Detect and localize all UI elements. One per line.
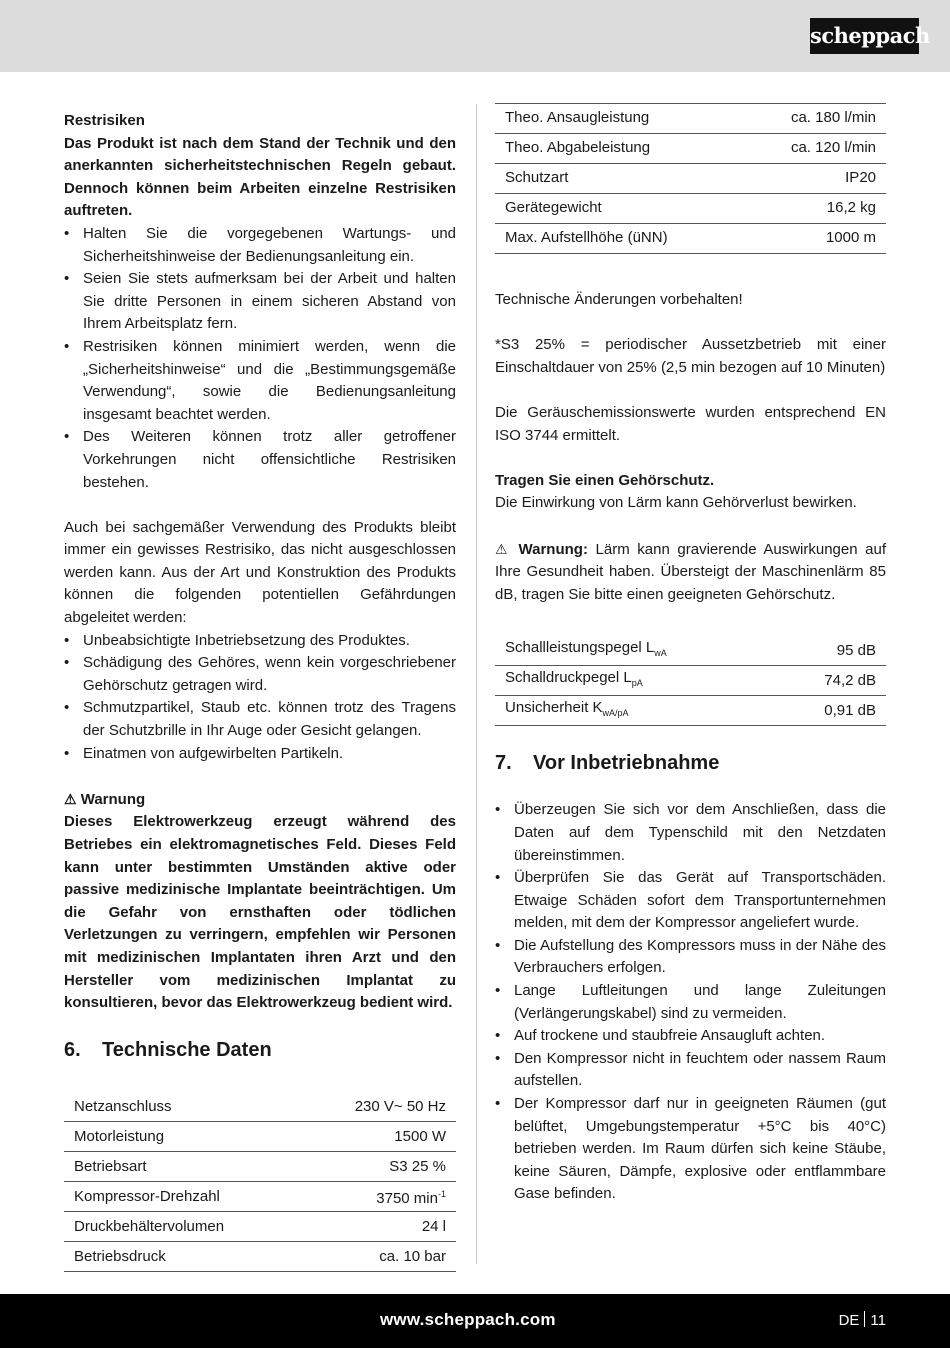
list-item: • Des Weiteren können trotz aller getroffener Vorkehrungen nicht offensichtliche Restrisiken bestehen. xyxy=(64,426,456,494)
noise-label-sub: wA xyxy=(654,648,667,659)
list-item: • Restrisiken können minimiert werden, wenn die „Sicherheitshinweise“ und die „Bestimmungsgemäße Verwendung“, sowie die Bedienungsanleitung insgesamt beachtet werden. xyxy=(64,336,456,426)
spec-label: Kompressor-Drehzahl xyxy=(64,1182,301,1212)
scheppach-logo: scheppach xyxy=(810,18,919,54)
spec-label: Druckbehältervolumen xyxy=(64,1212,301,1242)
table-row xyxy=(64,1122,456,1152)
section-number: 7. xyxy=(495,752,512,775)
language-code: DE xyxy=(838,1312,860,1329)
header-bar xyxy=(0,0,950,72)
list-item: • Schmutzpartikel, Staub etc. können trotz des Tragens der Schutzbrille in Ihr Auge oder Gesicht gelangen. xyxy=(64,697,456,742)
table-row xyxy=(495,666,886,696)
vor-inbetriebnahme-list xyxy=(495,799,886,1206)
spec-label: Max. Aufstellhöhe (üNN) xyxy=(495,224,743,254)
s3-note: *S3 25% = periodischer Aussetzbetrieb mit einer Einschaltdauer von 25% (2,5 min bezogen auf 10 Minuten) xyxy=(495,336,886,376)
table-row xyxy=(64,1212,456,1242)
spec-value: ca. 180 l/min xyxy=(743,104,886,134)
list-item: • Überprüfen Sie das Gerät auf Transportschäden. Etwaige Schäden sofort dem Transportunternehmen melden, mit dem der Kompressor angeliefert wurde. xyxy=(495,867,886,935)
spec-value: IP20 xyxy=(743,164,886,194)
list-item: • Lange Luftleitungen und lange Zuleitungen (Verlängerungskabel) sind zu vermeiden. xyxy=(495,980,886,1025)
noise-value: 0,91 dB xyxy=(775,696,886,726)
list-item: • Den Kompressor nicht in feuchtem oder nassem Raum aufstellen. xyxy=(495,1048,886,1093)
noise-warning xyxy=(495,538,886,607)
spec-label: Betriebsart xyxy=(64,1152,301,1182)
section-number: 6. xyxy=(64,1039,81,1062)
table-row xyxy=(495,224,886,254)
changes-note: Technische Änderungen vorbehalten! xyxy=(495,291,743,308)
list-item: • Einatmen von aufgewirbelten Partikeln. xyxy=(64,743,456,766)
spec-label: Betriebsdruck xyxy=(64,1242,301,1272)
spec-label: Theo. Ansaugleistung xyxy=(495,104,743,134)
list-item: • Überzeugen Sie sich vor dem Anschließen, dass die Daten auf dem Typenschild mit den Netzdaten übereinstimmen. xyxy=(495,799,886,867)
table-row xyxy=(64,1152,456,1182)
warning-heading xyxy=(64,788,456,812)
noise-label-text: Schalldruckpegel L xyxy=(505,669,632,687)
noise-label-sub: pA xyxy=(631,678,643,689)
list-item: • Schädigung des Gehöres, wenn kein vorgeschriebener Gehörschutz getragen wird. xyxy=(64,652,456,697)
noise-value: 95 dB xyxy=(775,636,886,666)
spec-value: 230 V~ 50 Hz xyxy=(301,1092,456,1122)
spec-label: Motorleistung xyxy=(64,1122,301,1152)
table-row xyxy=(495,134,886,164)
warning-title: Warnung xyxy=(80,790,146,808)
section-heading-7 xyxy=(495,750,886,776)
spec-value: 16,2 kg xyxy=(743,194,886,224)
hearing-protection-text: Die Einwirkung von Lärm kann Gehörverlust bewirken. xyxy=(495,494,857,512)
spec-value: 24 l xyxy=(301,1212,456,1242)
spec-value: ca. 10 bar xyxy=(301,1242,456,1272)
section-title: Technische Daten xyxy=(102,1039,272,1062)
footer-bar xyxy=(0,1294,950,1348)
noise-value: 74,2 dB xyxy=(775,666,886,696)
restrisiken-list xyxy=(64,223,456,494)
section-title: Vor Inbetriebnahme xyxy=(533,752,720,775)
spec-label: Schutzart xyxy=(495,164,743,194)
spec-label: Gerätegewicht xyxy=(495,194,743,224)
noise-label-sub: wA/pA xyxy=(602,708,629,719)
page-indicator xyxy=(839,1310,886,1333)
table-row xyxy=(495,164,886,194)
noise-label xyxy=(495,636,775,666)
column-divider xyxy=(476,104,477,1264)
noise-label-text: Schallleistungspegel L xyxy=(505,639,655,657)
warning-triangle-icon: ⚠ xyxy=(64,790,77,807)
spec-table xyxy=(64,1092,456,1272)
table-row xyxy=(495,194,886,224)
restrisiken-title: Restrisiken xyxy=(64,112,145,129)
right-column xyxy=(495,103,886,1206)
list-item: • Der Kompressor darf nur in geeigneten Räumen (gut belüftet, Umgebungstemperatur +5°C bis 40°C) betrieben werden. Im Raum dürfen sich keine Stäube, keine Säuren, Dämpfe, explosive oder entflammbare Gase befinden. xyxy=(495,1093,886,1206)
noise-emission-note: Die Geräuschemissionswerte wurden entsprechend EN ISO 3744 ermittelt. xyxy=(495,403,886,444)
table-row xyxy=(64,1092,456,1122)
list-item: • Halten Sie die vorgegebenen Wartungs- und Sicherheitshinweise der Bedienungsanleitung ein. xyxy=(64,223,456,268)
noise-label-text: Unsicherheit K xyxy=(505,699,603,717)
list-item: • Seien Sie stets aufmerksam bei der Arbeit und halten Sie dritte Personen in einem sicheren Abstand von Ihrem Arbeitsplatz fern. xyxy=(64,268,456,336)
spec-value-text: 3750 min xyxy=(376,1190,438,1208)
list-item: • Unbeabsichtigte Inbetriebsetzung des Produktes. xyxy=(64,630,456,653)
warning-triangle-icon: ⚠ xyxy=(495,540,511,557)
noise-label xyxy=(495,666,775,696)
restrisiken-intro: Das Produkt ist nach dem Stand der Technik und den anerkannten sicherheitstechnischen Regeln gebaut. Dennoch können beim Arbeiten einzelne Restrisiken auftreten. xyxy=(64,134,456,220)
spec-value: 1000 m xyxy=(743,224,886,254)
table-row xyxy=(64,1182,456,1212)
spec-value: S3 25 % xyxy=(301,1152,456,1182)
spec-table-continued xyxy=(495,103,886,254)
table-row xyxy=(495,104,886,134)
website-link[interactable]: www.scheppach.com xyxy=(380,1310,556,1329)
spec-value xyxy=(301,1182,456,1212)
warning-body: Lärm kann gravierende Auswirkungen auf Ihre Gesundheit haben. Übersteigt der Maschinenlärm 85 dB, tragen Sie bitte einen geeigneten Gehörschutz. xyxy=(495,540,886,603)
sachgemaess-paragraph: Auch bei sachgemäßer Verwendung des Produkts bleibt immer ein gewisses Restrisiko, das nicht ausgeschlossen werden kann. Aus der Art und Konstruktion des Produkts können die folgenden potentiellen Gefährdungen abgeleitet werden: xyxy=(64,518,456,627)
page-number: 11 xyxy=(870,1312,886,1329)
noise-table xyxy=(495,636,886,726)
hearing-protection-title: Tragen Sie einen Gehörschutz. xyxy=(495,471,715,489)
warning-text: Dieses Elektrowerkzeug erzeugt während des Betriebes ein elektromagnetisches Feld. Dieses Feld kann unter bestimmten Umständen aktive oder passive medizinische Implantate beeinträchtigen. Um die Gefahr von ernsthaften oder tödlichen Verletzungen zu verringern, empfehlen wir Personen mit medizinischen Implantaten ihren Arzt und den Hersteller vom medizinischen Implantat zu konsultieren, bevor das Elektrowerkzeug bedient wird. xyxy=(64,813,456,1012)
table-row xyxy=(495,696,886,726)
table-row xyxy=(64,1242,456,1272)
section-heading-6 xyxy=(64,1037,456,1063)
spec-label: Theo. Abgabeleistung xyxy=(495,134,743,164)
spec-value: 1500 W xyxy=(301,1122,456,1152)
gefahr-list xyxy=(64,630,456,766)
warning-label: Warnung: xyxy=(518,540,588,558)
table-row xyxy=(495,636,886,666)
list-item: • Auf trockene und staubfreie Ansaugluft achten. xyxy=(495,1025,886,1048)
list-item: • Die Aufstellung des Kompressors muss in der Nähe des Verbrauchers erfolgen. xyxy=(495,935,886,980)
spec-value-sup: -1 xyxy=(437,1189,446,1200)
spec-label: Netzanschluss xyxy=(64,1092,301,1122)
left-column xyxy=(64,110,456,1272)
spec-value: ca. 120 l/min xyxy=(743,134,886,164)
noise-label xyxy=(495,696,775,726)
